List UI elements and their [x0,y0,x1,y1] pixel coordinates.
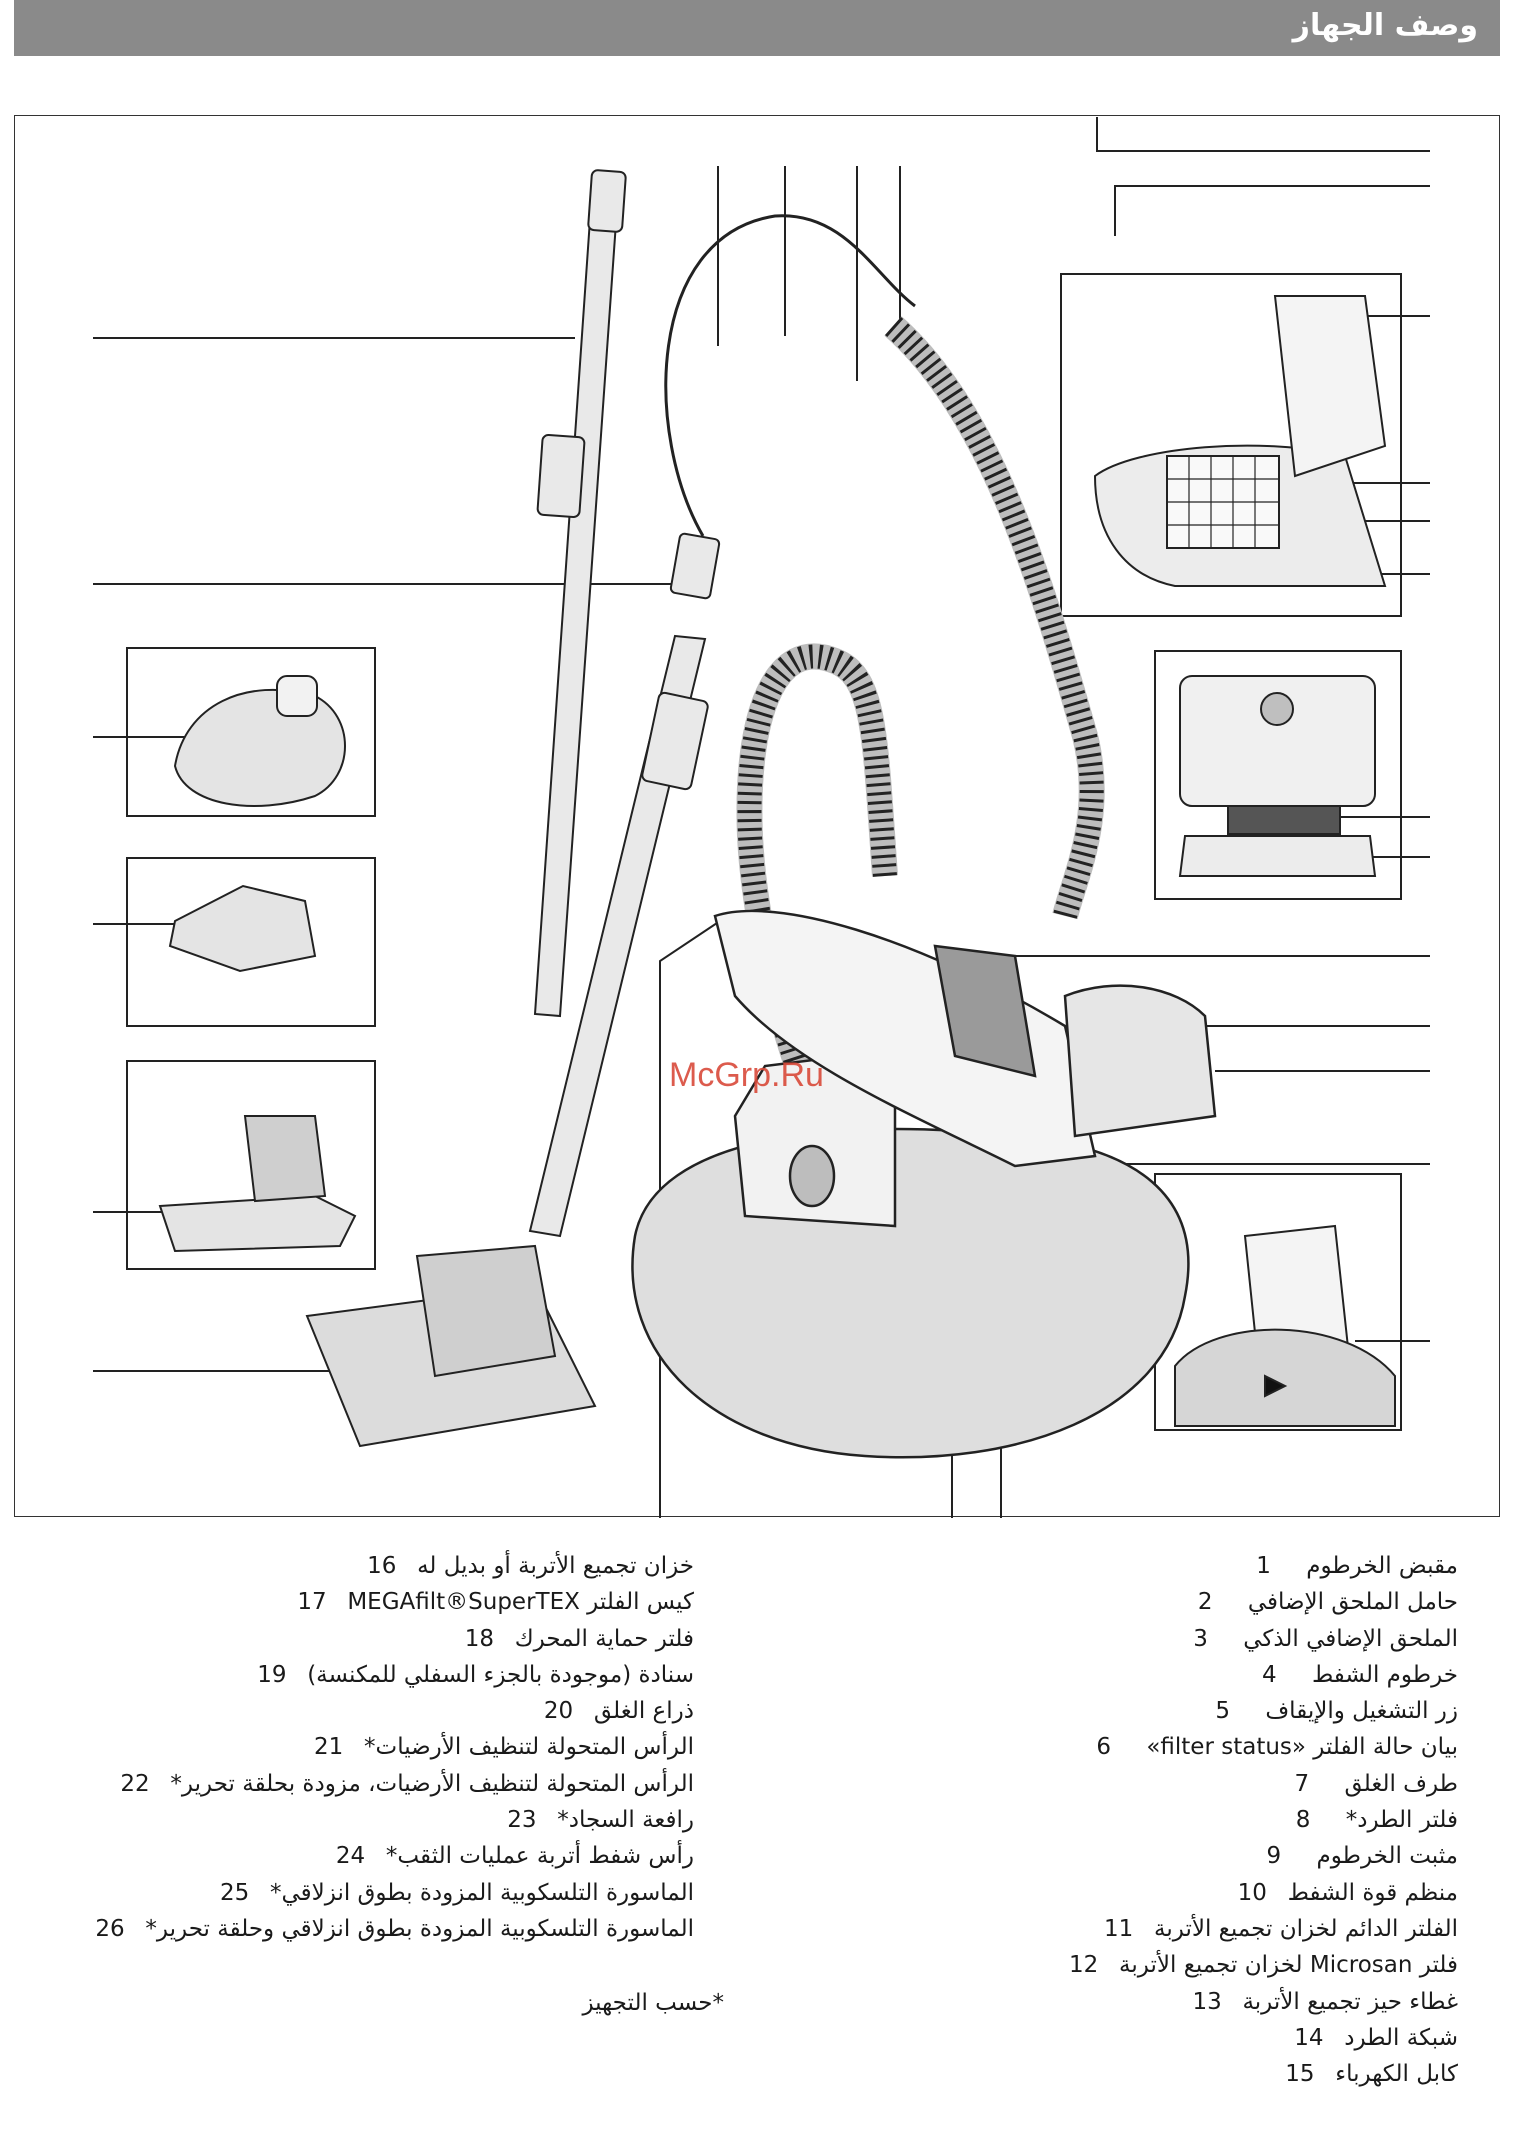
header-bar [14,0,1500,56]
legend-item: شبكة الطرد 14 [1294,2024,1458,2051]
page-title: وصف الجهاز [1292,8,1478,43]
equipment-footnote: *حسب التجهيز [582,1990,724,2016]
legend-item: الملحق الإضافي الذكي 3 [1193,1625,1458,1652]
legend-item: غطاء حيز تجميع الأتربة 13 [1192,1988,1458,2015]
legend-item: زر التشغيل والإيقاف 5 [1215,1698,1458,1725]
device-illustration-frame [14,115,1500,1517]
legend-item: منظم قوة الشفط 10 [1237,1879,1458,1906]
legend-item: خزان تجميع الأتربة أو بديل له 16 [367,1553,694,1579]
legend-item: مثبت الخرطوم 9 [1266,1843,1458,1870]
legend-list-left [24,1548,724,1947]
legend-item: رافعة السجاد* 23 [507,1807,694,1834]
legend-item: رأس شفط أتربة عمليات الثقب* 24 [335,1843,694,1870]
legend-item: سنادة (موجودة بالجزء السفلي للمكنسة) 19 [257,1661,694,1688]
legend-item: الرأس المتحولة لتنظيف الأرضيات* 21 [314,1734,694,1761]
legend-item: الرأس المتحولة لتنظيف الأرضيات، مزودة بحلقة تحرير* 22 [120,1770,694,1797]
legend-item: فلتر حماية المحرك 18 [464,1625,694,1652]
legend-item: طرف الغلق 7 [1294,1770,1458,1797]
legend-item: حامل الملحق الإضافي 2 [1197,1589,1458,1616]
legend-item: ذراع الغلق 20 [543,1698,694,1725]
legend-list-right [854,1548,1494,2092]
legend-item: فلتر Microsan لخزان تجميع الأتربة 12 [1069,1952,1458,1979]
legend-item: الماسورة التلسكوبية المزودة بطوق انزلاقي وحلقة تحرير* 26 [95,1915,694,1942]
leader-line [1097,117,1430,151]
legend-item: كيس الفلتر MEGAfilt®SuperTEX 17 [297,1589,694,1616]
vacuum-cleaner-illustration [15,116,1501,1518]
legend-item: الفلتر الدائم لخزان تجميع الأتربة 11 [1104,1915,1458,1942]
legend-item: خرطوم الشفط 4 [1261,1661,1458,1688]
legend-item: الماسورة التلسكوبية المزودة بطوق انزلاقي* 25 [219,1879,694,1906]
legend-item: كابل الكهرباء 15 [1285,2061,1458,2088]
legend-item: فلتر الطرد* 8 [1295,1807,1458,1834]
watermark-text: McGrp.Ru [669,1056,824,1094]
legend-item: بيان حالة الفلتر «filter status» 6 [1096,1734,1458,1761]
legend-item: مقبض الخرطوم 1 [1256,1553,1458,1579]
